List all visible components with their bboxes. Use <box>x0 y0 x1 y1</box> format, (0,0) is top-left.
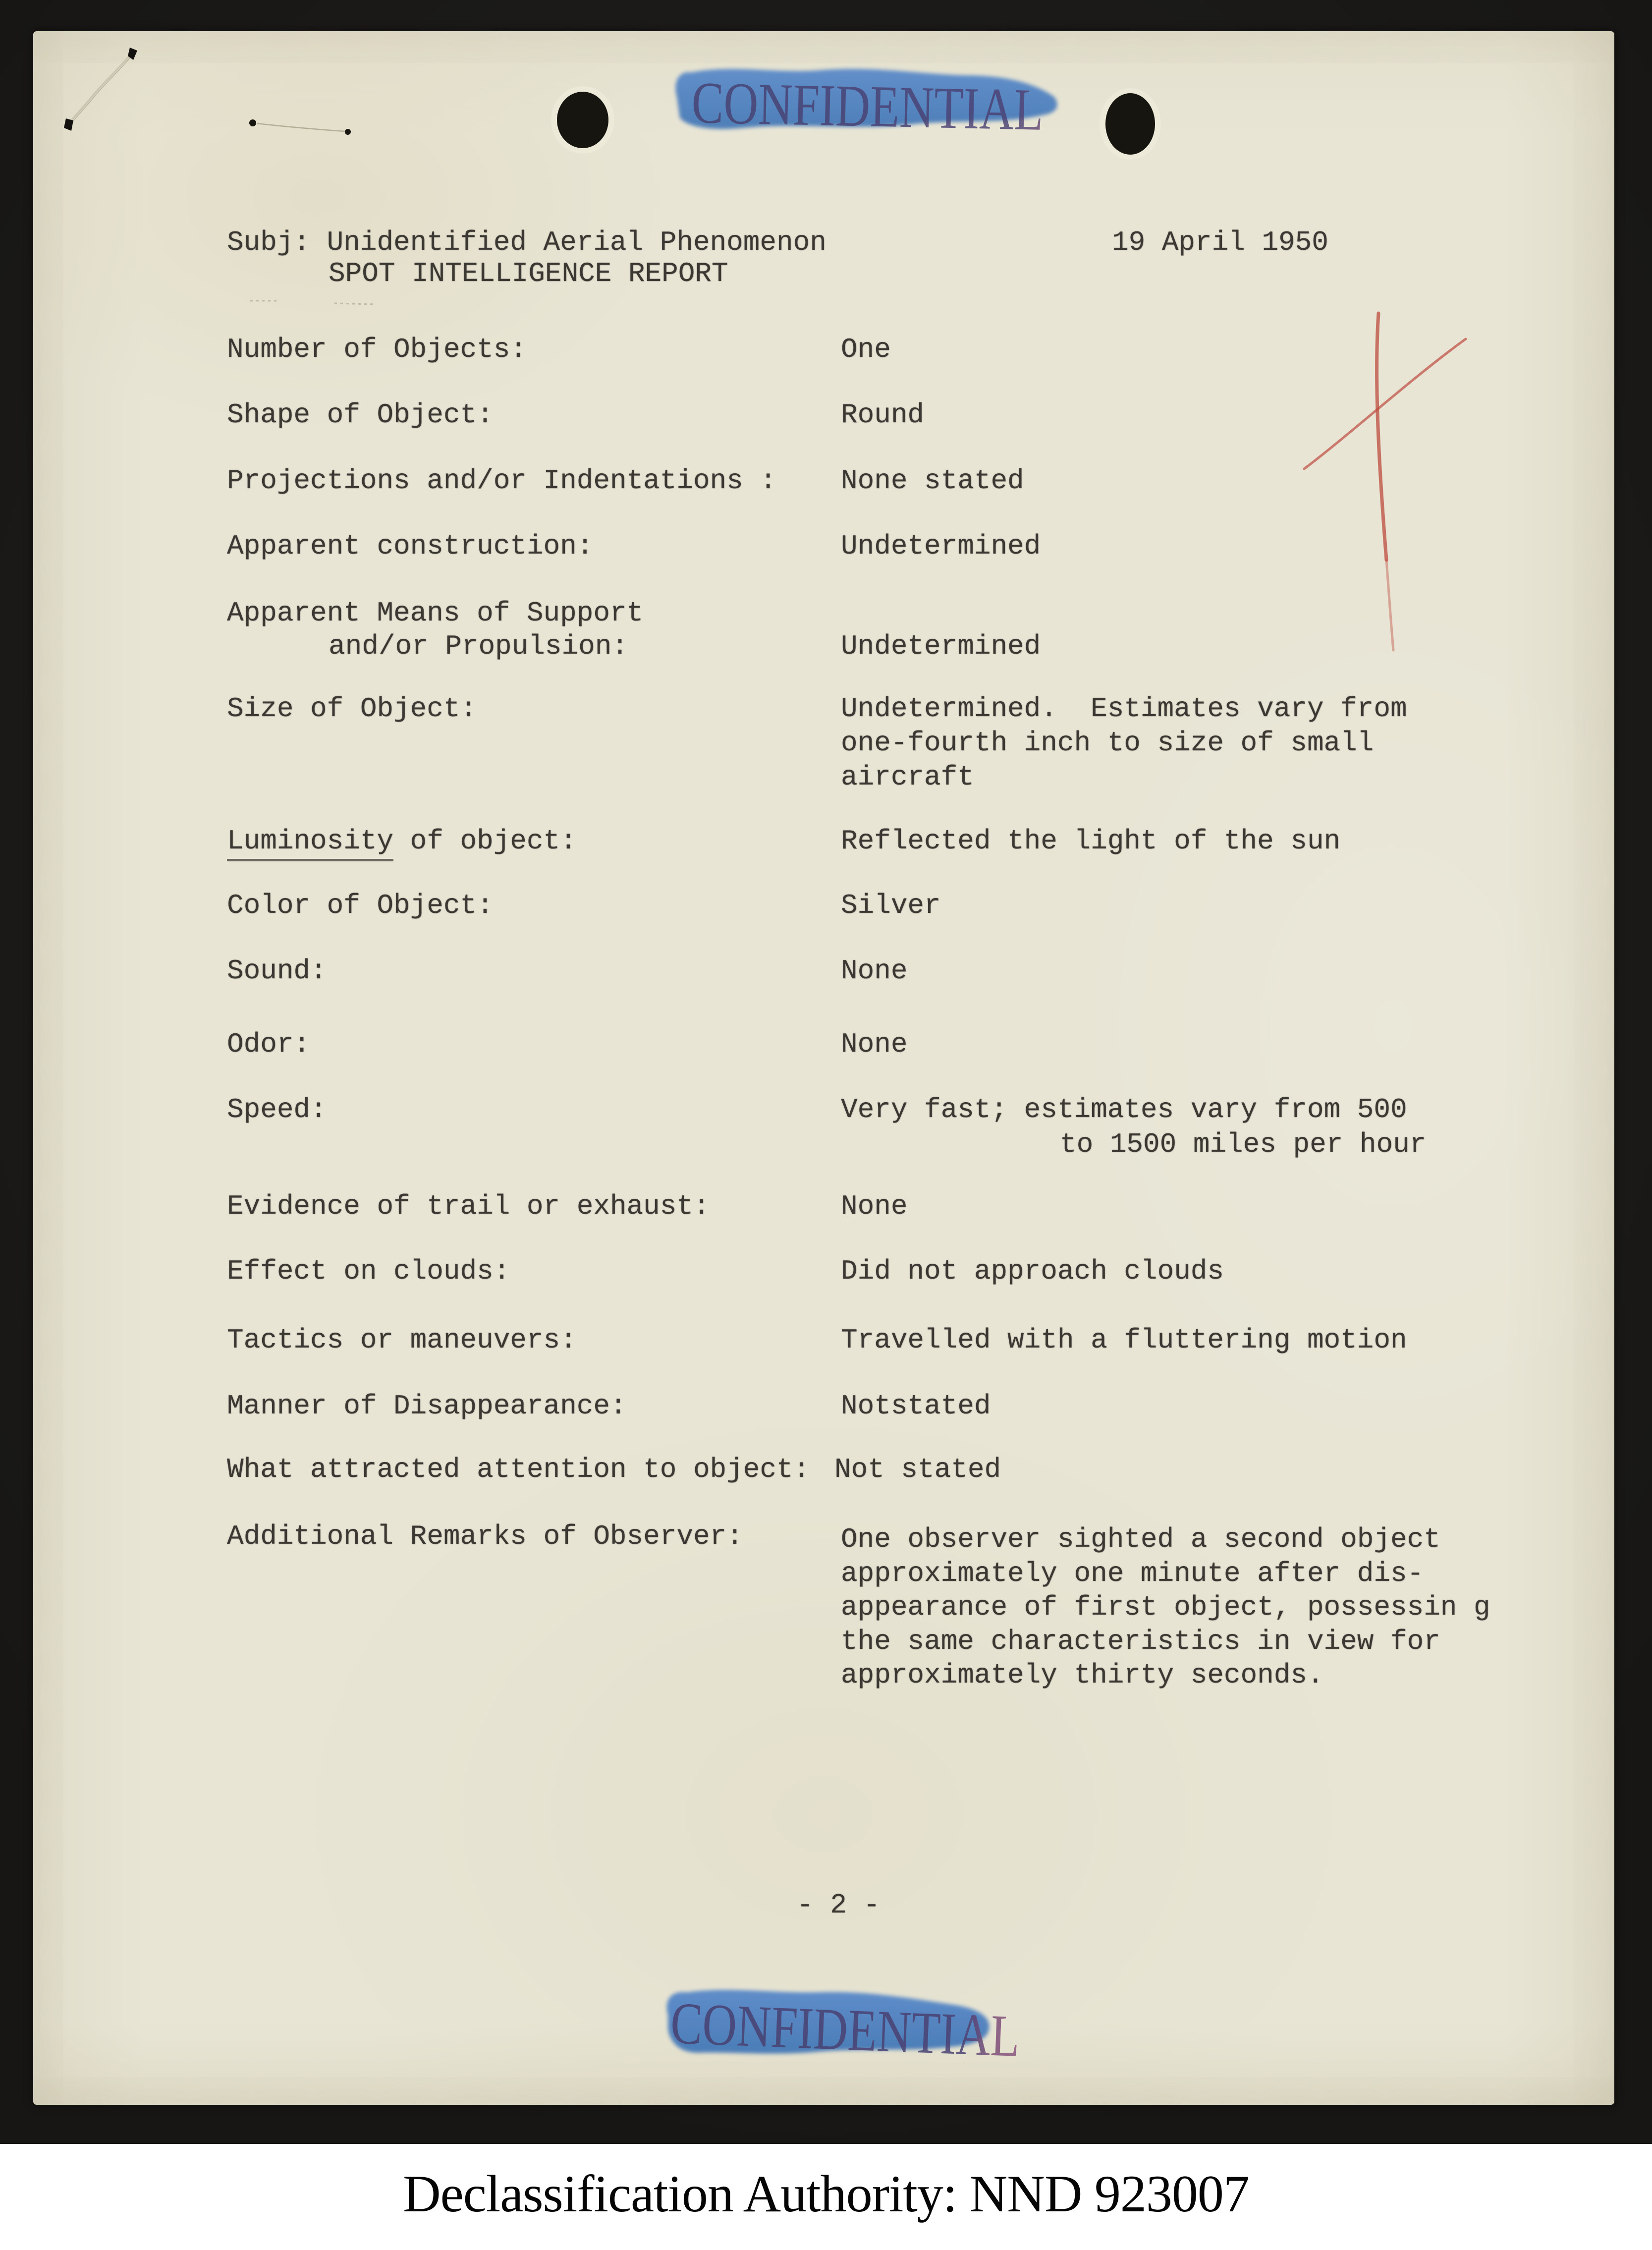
field-label: Tactics or maneuvers: <box>227 1324 577 1356</box>
report-date: 19 April 1950 <box>1112 226 1328 258</box>
field-value: None <box>841 955 908 987</box>
field-label: Size of Object: <box>227 693 477 725</box>
field-label: Color of Object: <box>227 890 494 921</box>
field-value: the same characteristics in view for <box>841 1626 1440 1657</box>
field-value: None <box>841 1028 908 1060</box>
field-value: approximately thirty seconds. <box>841 1659 1324 1691</box>
field-value: Did not approach clouds <box>841 1255 1224 1287</box>
field-value: appearance of first object, possessin g <box>841 1591 1490 1623</box>
field-value: None stated <box>841 465 1024 497</box>
field-value: One <box>841 334 891 365</box>
subject-line-2: SPOT INTELLIGENCE REPORT <box>329 258 728 289</box>
declassification-banner <box>0 2144 1652 2250</box>
confidential-stamp-bottom-text: CONFIDENTIAL <box>669 1990 1108 2073</box>
field-label: Odor: <box>227 1028 311 1060</box>
field-value: Notstated <box>841 1390 991 1422</box>
field-label: Number of Objects: <box>227 334 527 365</box>
field-label-continued: and/or Propulsion: <box>329 630 628 662</box>
field-value: to 1500 miles per hour <box>1060 1128 1427 1160</box>
field-label: Evidence of trail or exhaust: <box>227 1190 710 1222</box>
field-value: Very fast; estimates vary from 500 <box>841 1094 1407 1125</box>
field-value: None <box>841 1190 908 1222</box>
field-value: Round <box>841 399 925 431</box>
field-label: Apparent Means of Support <box>227 597 644 629</box>
field-label: Speed: <box>227 1094 327 1125</box>
field-value: approximately one minute after dis- <box>841 1558 1424 1589</box>
field-value: Silver <box>841 890 941 921</box>
confidential-stamp-top-text: CONFIDENTIAL <box>691 69 1128 145</box>
field-value: aircraft <box>841 761 974 793</box>
field-label: Shape of Object: <box>227 399 494 431</box>
field-value: One observer sighted a second object <box>841 1523 1440 1555</box>
declassification-authority-text: Declassification Authority: NND 923007 <box>403 2165 1249 2223</box>
field-label-underlined: Luminosity of object: <box>227 827 577 855</box>
field-value: Undetermined. Estimates vary from <box>841 693 1407 725</box>
field-label: Additional Remarks of Observer: <box>227 1520 743 1552</box>
field-label: Effect on clouds: <box>227 1255 510 1287</box>
field-value: Undetermined <box>841 630 1041 662</box>
field-label: Projections and/or Indentations : <box>227 465 776 497</box>
field-label: What attracted attention to object: <box>227 1454 810 1485</box>
field-value: Reflected the light of the sun <box>841 825 1341 857</box>
field-label: Manner of Disappearance: <box>227 1390 627 1422</box>
field-value: Undetermined <box>841 530 1041 562</box>
field-label: Sound: <box>227 955 327 987</box>
field-label: Apparent construction: <box>227 530 594 562</box>
field-value: Travelled with a fluttering motion <box>841 1324 1407 1356</box>
field-value: Not stated <box>834 1454 1001 1485</box>
subject-line: Subj: Unidentified Aerial Phenomenon <box>227 226 826 258</box>
field-value: one-fourth inch to size of small <box>841 727 1374 759</box>
page-number: - 2 - <box>797 1889 881 1921</box>
